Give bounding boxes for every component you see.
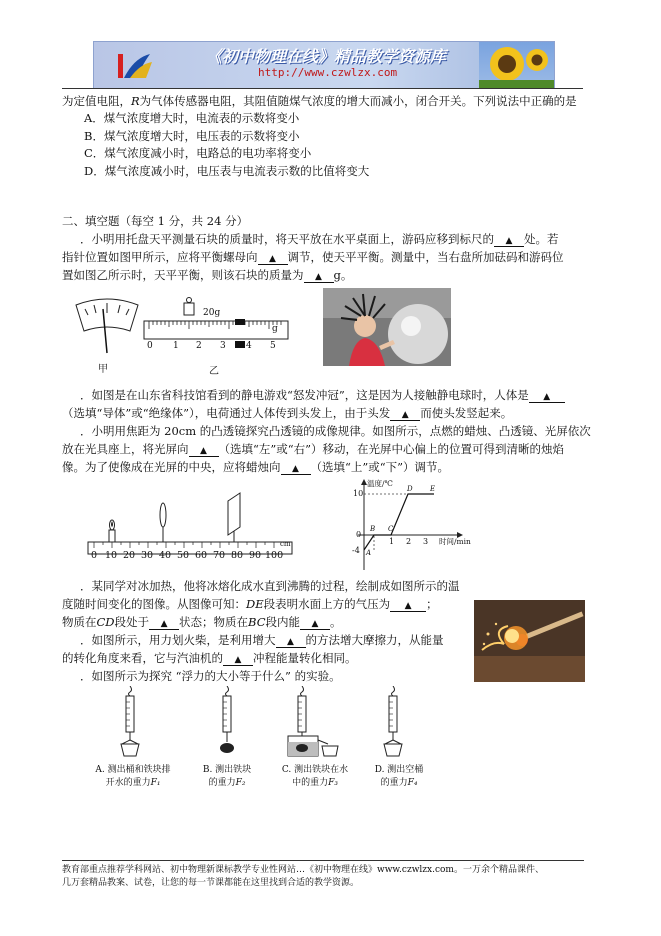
q4-blank-2[interactable]: ▲ xyxy=(149,615,179,630)
graph-point-d: D xyxy=(407,485,413,493)
lens-icon xyxy=(160,503,166,542)
q3-line1: ．小明用焦距为 20cm 的凸透镜探究凸透镜的成像规律。如图所示，点燃的蜡烛、凸透镜、光屏依次 xyxy=(80,424,591,438)
footer-line-2: 几万套精品教案、试卷，让您的每一节课都能在这里找到合适的教学资源。 xyxy=(62,878,360,888)
rider-tick-5: 5 xyxy=(270,341,276,351)
caption-c: C. 测出铁块在水 中的重力F₃ xyxy=(281,765,349,788)
q3-line2: 放在光具座上，将光屏向 ▲ （选填“左”或“右”）移动，在光屏中心偏上的位置可得到清晰的烛焰 xyxy=(62,442,565,456)
footer-text xyxy=(62,864,584,890)
q1-blank-3[interactable]: ▲ xyxy=(304,268,334,283)
prev-question-stem: 为定值电阻，R为气体传感器电阻，其阻值随煤气浓度的增大而减小，闭合开关。下列说法中正确的是 xyxy=(62,94,577,108)
bench-tick-20: 20 xyxy=(123,550,136,561)
q1-line3: 置如图乙所示时，天平平衡，则该石块的质量为 ▲ g。 xyxy=(62,268,353,282)
fig-label-jia: 甲 xyxy=(98,364,108,375)
bench-tick-0: 0 xyxy=(91,550,98,561)
caption-a: A. 测出桶和铁块排 开水的重力F₁ xyxy=(95,765,171,788)
graph-ytick-neg4: -4 xyxy=(352,546,360,555)
q2-line2: （选填“导体”或“绝缘体”），电荷通过人体传到头发上，由于头发 ▲ 而使头发竖起来。 xyxy=(62,406,513,420)
q4-line2: 度随时间变化的图像。从图像可知：DE段表明水面上方的气压为 ▲ ； xyxy=(62,597,438,611)
option-d: D．煤气浓度减小时，电压表与电流表示数的比值将变大 xyxy=(84,164,370,178)
q2-blank-1[interactable]: ▲ xyxy=(529,388,565,403)
q2-blank-2[interactable]: ▲ xyxy=(390,406,420,421)
q6-line1: ．如图所示为探究 “浮力的大小等于什么” 的实验。 xyxy=(80,669,341,683)
weight-label: 20g xyxy=(203,308,221,318)
screen-icon xyxy=(228,493,240,542)
q5-blank-2[interactable]: ▲ xyxy=(223,651,253,666)
q2-line1: ．如图是在山东省科技馆看到的静电游戏“怒发冲冠”，这是因为人接触静电球时，人体是 ▲ xyxy=(80,387,565,403)
option-b: B．煤气浓度增大时，电压表的示数将变小 xyxy=(84,129,300,143)
bench-unit: cm xyxy=(280,540,291,548)
q4-line1: ．某同学对冰加热，他将冰熔化成水直到沸腾的过程，绘制成如图所示的温 xyxy=(80,579,460,593)
q3-blank-1[interactable]: ▲ xyxy=(189,442,219,457)
banner-title: 《初中物理在线》精品教学资源库 xyxy=(206,47,447,66)
graph-point-c: C xyxy=(388,525,394,533)
q3-line3: 像。为了使像成在光屏的中央，应将蜡烛向 ▲ （选填“上”或“下”）调节。 xyxy=(62,460,450,474)
graph-point-e: E xyxy=(430,485,436,493)
graph-point-b: B xyxy=(370,525,376,533)
bench-tick-80: 80 xyxy=(231,550,244,561)
graph-ytick-10: 10 xyxy=(353,489,364,498)
graph-ytick-0: 0 xyxy=(356,530,362,539)
q5-line1: ．如图所示，用力划火柴，是利用增大 ▲ 的方法增大摩擦力，从能量 xyxy=(80,633,444,647)
static-electricity-photo xyxy=(323,288,451,366)
graph-xlabel: 时间/min xyxy=(439,537,471,546)
fig-label-yi: 乙 xyxy=(209,366,219,377)
rider-tick-3: 3 xyxy=(220,341,226,351)
option-a: A．煤气浓度增大时，电流表的示数将变小 xyxy=(84,111,300,125)
spring-scale-figure-b xyxy=(212,686,242,758)
q3-blank-2[interactable]: ▲ xyxy=(281,460,311,475)
q1-line1: ．小明用托盘天平测量石块的质量时，将天平放在水平桌面上，游码应移到标尺的 ▲ 处。若 xyxy=(80,232,559,246)
balance-pointer-figure xyxy=(70,295,145,355)
spring-scale-figure-a xyxy=(115,686,145,758)
spring-scale-figure-c xyxy=(282,686,342,758)
q1-blank-1[interactable]: ▲ xyxy=(494,232,524,247)
footer-rule xyxy=(62,860,584,861)
site-logo xyxy=(116,48,156,84)
graph-xtick-1: 1 xyxy=(389,537,395,546)
q4-line3: 物质在CD段处于 ▲ 状态；物质在BC段内能 ▲ 。 xyxy=(62,615,342,629)
bench-tick-60: 60 xyxy=(195,550,208,561)
rider-scale-unit: g xyxy=(272,324,278,334)
bench-tick-50: 50 xyxy=(177,550,190,561)
rider-tick-2: 2 xyxy=(196,341,202,351)
spring-scale-figure-d xyxy=(378,686,408,758)
bench-tick-30: 30 xyxy=(141,550,154,561)
q1-blank-2[interactable]: ▲ xyxy=(258,250,288,265)
rider-tick-4: 4 xyxy=(246,341,252,351)
bench-tick-70: 70 xyxy=(213,550,226,561)
graph-xtick-3: 3 xyxy=(423,537,429,546)
graph-xtick-2: 2 xyxy=(406,537,412,546)
caption-d: D. 测出空桶 的重力F₄ xyxy=(374,765,424,788)
bench-tick-10: 10 xyxy=(105,550,118,561)
rider-tick-1: 1 xyxy=(173,341,179,351)
graph-ylabel: 温度/℃ xyxy=(367,479,393,488)
bench-tick-90: 90 xyxy=(249,550,262,561)
section-title: 二、填空题（每空 1 分，共 24 分） xyxy=(62,214,249,228)
candle-icon xyxy=(109,520,115,542)
sunflower-image xyxy=(479,42,554,88)
rider-tick-0: 0 xyxy=(147,341,153,351)
match-strike-photo xyxy=(474,600,585,682)
caption-b: B. 测出铁块 的重力F₂ xyxy=(202,765,252,788)
q4-blank-3[interactable]: ▲ xyxy=(300,615,330,630)
header-banner xyxy=(93,41,555,89)
graph-point-a: A xyxy=(366,549,372,557)
bench-tick-40: 40 xyxy=(159,550,172,561)
q4-blank-1[interactable]: ▲ xyxy=(390,597,426,612)
option-c: C．煤气浓度减小时，电路总的电功率将变小 xyxy=(84,146,312,160)
footer-line-1: 教育部重点推荐学科网站、初中物理新课标教学专业性网站…《初中物理在线》www.czwlzx.com。一万余个精品课件、 xyxy=(62,865,544,875)
bench-tick-100: 100 xyxy=(265,550,284,561)
header-rule xyxy=(62,88,583,89)
q5-blank-1[interactable]: ▲ xyxy=(276,633,306,648)
q5-line2: 的转化角度来看，它与汽油机的 ▲ 冲程能量转化相同。 xyxy=(62,651,357,665)
banner-url[interactable]: http://www.czwlzx.com xyxy=(258,66,398,79)
weight-icon xyxy=(182,296,196,319)
q1-line2: 指针位置如图甲所示，应将平衡螺母向 ▲ 调节，使天平平衡。测量中，当右盘所加砝码和游码位 xyxy=(62,250,564,264)
